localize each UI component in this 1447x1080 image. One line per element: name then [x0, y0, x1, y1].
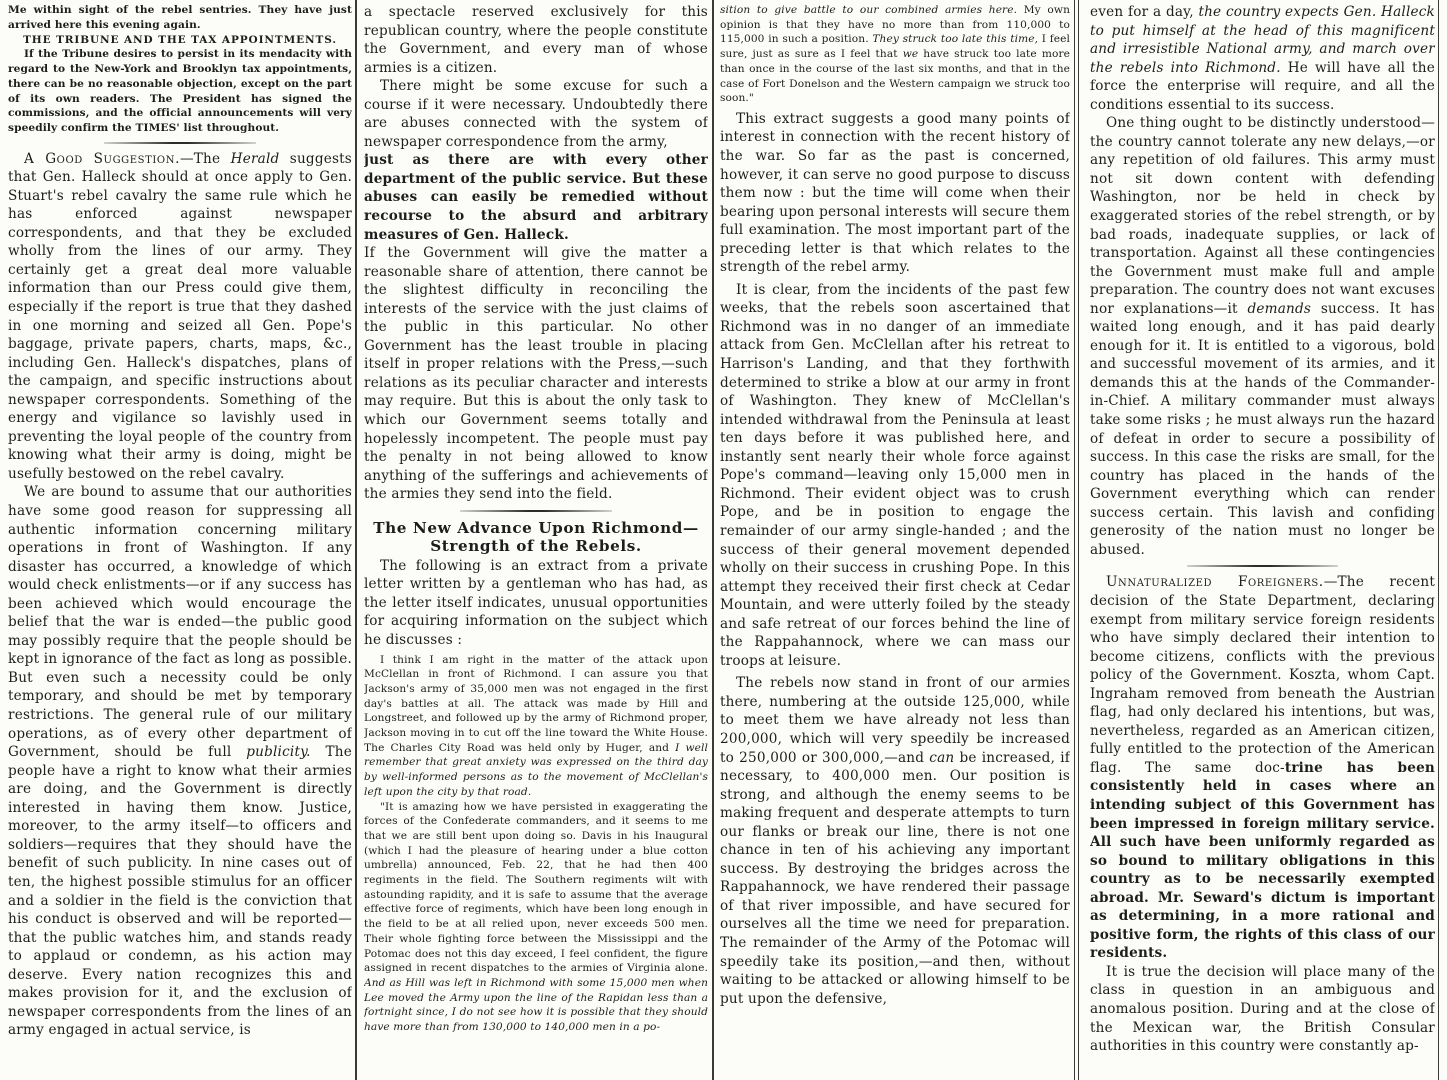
column-3 [720, 0, 1070, 1080]
extract-analysis-paragraph: This extract suggests a good many points of interest in connection with the recent history of the war. So far as the past is concerned, however, it can serve no good purpose to discuss them now : but the time will come when their bearing upon personal interests will secure them full examination. The most important part of the preceding letter is that which relates to the strength of the rebel army. [720, 110, 1070, 276]
distinctly-understood-paragraph: One thing ought to be distinctly understood—the country cannot tolerate any new delays,—or any repetition of old failures. This army must not sit down content with defending Washington, nor be held in check by exaggerated stories of the rebel strength, or by bad roads, inadequate supplies, or lack of transportation. Against all these contingencies the Government must make full and ample preparation. The country does not want excuses nor explanations—it demands success. It has waited long enough, and it has paid dearly enough for it. It is entitled to a vigorous, bold and successful movement of its armies, and it demands this at the hands of the Commander-in-Chief. A military commander must always take some risks ; he must always run the hazard of defeat in order to secure a possibility of success. In this case the risks are small, for the country has placed in the hands of the Government everything which can render success certain. This lavish and confiding generosity of the nation must no longer be abused. [1090, 115, 1435, 558]
government-attention-paragraph: If the Government will give the matter a reasonable share of attention, there cannot be the slightest difficulty in reconciling the interests of the service with the just claims of the public in this particular. No other Government has the least trouble in placing itself in proper relations with the Press,—such relations as its peculiar character and interests may require. But this is about the only task to which our Government seems totally and hopelessly incompetent. The people must pay the penalty in not being allowed to know anything of the sufferings and achievements of the armies they send into the field. [364, 245, 708, 503]
column-rule [1074, 0, 1075, 1080]
unnaturalized-foreigners-paragraph: Unnaturalized Foreigners.—The recent decision of the State Department, declaring exempt from military service foreign residents who have simply declared their intention to become citizens, conflicts with the previous policy of the Government. Koszta, whom Capt. Ingraham removed from beneath the Austrian flag, had only declared his intentions, but was, nevertheless, regarded as an American citizen, fully entitled to the protection of the American flag. The same doc-trine has been consistently held in cases where an intending subject of this Government has been impressed in foreign military service. All such have been uniformly regarded as so bound to military obligations in this country as to be necessarily exempted abroad. Mr. Seward's dictum is important as determining, in a more rational and positive form, the rights of this class of our residents. [1090, 574, 1435, 962]
rebel-strength-paragraph: The rebels now stand in front of our armies there, numbering at the outside 125,000, while to meet them we have already not less than 200,000, which will very speedily be increased to 250,000 or 300,000,—and can be increased, if necessary, to 400,000 men. Our position is strong, and although the enemy seems to be making frequent and desperate attempts to turn our flanks or break our line, there is not one chance in ten of his achieving any important success. By destroying the bridges across the Rappahannock, we have rendered their passage of that river impossible, and have secured for ourselves all the time we need for preparation. The remainder of the Army of the Potomac will speedily take its position,—and then, without waiting to be attacked or allowing himself to be put upon the defensive, [720, 675, 1070, 1007]
letter-paragraph-1: I think I am right in the matter of the attack upon McClellan in front of Richmond. I can assure you that Jackson's army of 35,000 men was not engaged in the first day's battles at all. The attack was made by Hill and Longstreet, and followed up by the army of Richmond proper, Jackson moving in to cut off the line toward the White House. The Charles City Road was held only by Huger, and I well remember that great anxiety was expressed on the third day by well-informed persons as to the movement of McClellan's left upon the city by that road. [364, 653, 708, 798]
good-suggestion-paragraph: A Good Suggestion.—The Herald suggests that Gen. Halleck should at once apply to Gen. Stuart's rebel cavalry the same rule which he has enforced against newspaper correspondents, and that they be excluded wholly from the lines of our army. They certainly get a great deal more valuable information than our Press could give them, especially if the report is true that they dashed in one morning and seized all Gen. Pope's baggage, private papers, charts, maps, &c., including Gen. Halleck's dispatches, plans of the campaign, and specific instructions about newspaper correspondents. Something of the energy and vigilance so lavishly used in preventing the loyal people of the country from knowing what their army is doing, might be usefully bestowed on the rebel cavalry. [8, 150, 352, 482]
section-heading-tribune-tax: THE TRIBUNE AND THE TAX APPOINTMENTS. [23, 34, 337, 47]
halleck-expectation-paragraph: even for a day, the country expects Gen. Halleck to put himself at the head of this magnificent and irresistible National army, and march over the rebels into Richmond. He will have all the force the enterprise will require, and all the conditions essential to its success. [1090, 4, 1435, 113]
article-headline-richmond: The New Advance Upon Richmond— Strength of the Rebels. [373, 518, 699, 555]
column-rule [712, 0, 714, 1080]
abuses-paragraph-bold: just as there are with every other department of the public service. But these abuses can easily be remedied without recourse to the absurd and arbitrary measures of Gen. Halleck. [364, 152, 708, 243]
column-2 [364, 0, 708, 1080]
tribune-tax-paragraph: If the Tribune desires to persist in its mendacity with regard to the New-York and Brooklyn tax appointments, there can be no reasonable objection, except on the part of its own readers. The President has signed the commissions, and the official announcements will very speedily confirm the TIMES' list throughout. [8, 48, 352, 134]
column-rule [1078, 0, 1079, 1080]
dispatch-fragment: Me within sight of the rebel sentries. They have just arrived here this evening again. [8, 4, 352, 31]
article-lead: Unnaturalized Foreigners. [1106, 574, 1324, 591]
column-4 [1090, 0, 1435, 1080]
letter-paragraph-continued: sition to give battle to our combined armies here. My own opinion is that they have no more than from 110,000 to 115,000 in such a position. They struck too late this time, I feel sure, just as sure as I feel that we have struck too late more than once in the course of the last six months, and that in the case of Fort Donelson and the Western campaign we struck too soon." [720, 4, 1070, 105]
spectacle-paragraph: a spectacle reserved exclusively for this republican country, where the people constitute the Government, and every man of whose armies is a citizen. [364, 4, 708, 76]
article-divider [8, 138, 352, 147]
excuse-paragraph: There might be some excuse for such a course if it were necessary. Undoubtedly there are abuses connected with the system of newspaper correspondence from the army, [364, 78, 708, 150]
column-1 [8, 0, 352, 1080]
ambiguous-position-paragraph: It is true the decision will place many of the class in question in an ambiguous and anomalous position. During and at the close of the Mexican war, the British Consular authorities in this country were constantly ap- [1090, 963, 1435, 1055]
article-lead: A Good Suggestion. [24, 150, 180, 167]
article-divider [364, 506, 708, 515]
letter-paragraph-2: "It is amazing how we have persisted in exaggerating the forces of the Confederate commanders, and it seems to me that we are still bent upon doing so. Davis in his Inaugural (which I had the pleasure of hearing under a blue cotton umbrella) announced, Feb. 22, that he had then 400 regiments in the field. The Southern regiments wilt with astounding rapidity, and it is safe to assume that the average effective force of regiments, which have been long enough in the field to be at all relied upon, never exceeds 500 men. Their whole fighting force between the Mississippi and the Potomac does not this day exceed, I feel confident, the figure assigned in recent dispatches to the armies of Virginia alone. And as Hill was left in Richmond with some 15,000 men when Lee moved the Army upon the line of the Rapidan less than a fortnight since, I do not see how it is possible that they should have more than from 130,000 to 140,000 men in a po- [364, 800, 708, 1034]
incidents-paragraph: It is clear, from the incidents of the past few weeks, that the rebels soon ascertained that Richmond was in no danger of an immediate attack from Gen. McClellan after his retreat to Harrison's Landing, and that they forthwith determined to strike a blow at our army in front of Washington. They knew of McClellan's intended withdrawal from the Peninsula at least ten days before it was published here, and instantly sent nearly their whole force against Pope's command—leaving only 15,000 men in Richmond. Their evident object was to crush Pope, and be in position to engage the remainder of our army single-handed ; and the success of their general movement depended wholly on their success in crushing Pope. In this attempt they received their first check at Cedar Mountain, and were utterly foiled by the steady and safe retreat of our forces behind the line of the Rappahannock, where we can mass our troops at leisure. [720, 281, 1070, 669]
extract-intro-paragraph: The following is an extract from a private letter written by a gentleman who has had, as the letter itself indicates, unusual opportunities for acquiring information on the subject which he discusses : [364, 557, 708, 648]
column-rule [1438, 0, 1439, 1080]
column-rule [355, 0, 357, 1080]
article-divider [1090, 561, 1435, 570]
authorities-paragraph: We are bound to assume that our authorities have some good reason for suppressing all authentic information concerning military operations in front of Washington. If any disaster has occurred, a knowledge of which would check enlistments—or if any success has been achieved which would encourage the belief that the war is ended—the public good may possibly require that the people should be kept in ignorance of the fact as long as possible. But even such a necessity could be only temporary, and should be met by temporary restrictions. The general rule of our military operations, as of every other department of Government, should be full publicity. The people have a right to know what their armies are doing, and the Government is directly interested in having them know. Justice, moreover, to the army itself—to officers and soldiers—requires that they should have the benefit of such publicity. In nine cases out of ten, the highest possible stimulus for an officer and a soldier in the field is the conviction that his conduct is observed and will be reported—that the public watches him, and stands ready to applaud or condemn, as his action may deserve. Every nation recognizes this and makes provision for it, and the exclusion of newspaper correspondents from the lines of an army engaged in actual service, is [8, 484, 352, 1039]
